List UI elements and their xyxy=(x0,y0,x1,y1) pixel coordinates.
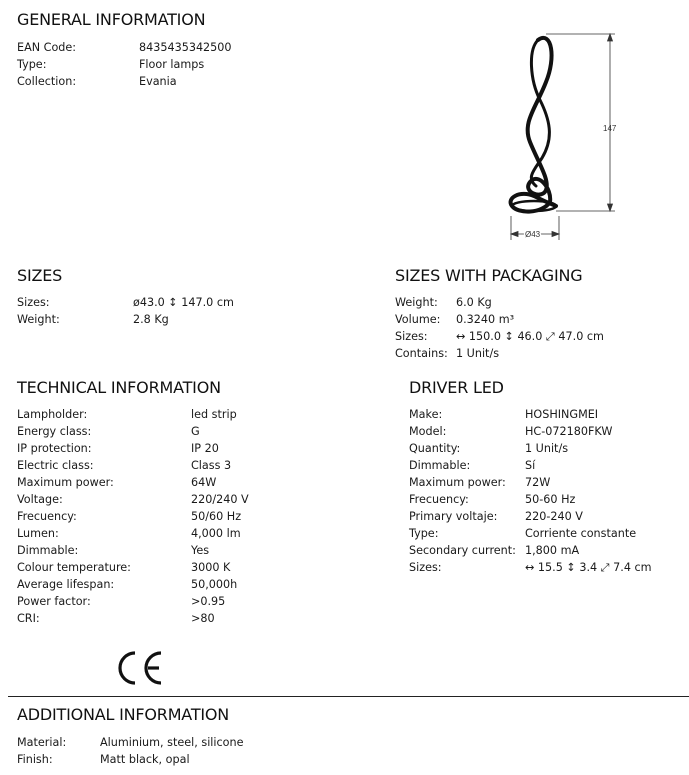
packaging-row xyxy=(395,345,604,362)
row-value: Corriente constante xyxy=(525,527,637,540)
row-value: 4,000 lm xyxy=(191,527,241,540)
row-value: 1 Unit/s xyxy=(456,347,500,360)
row-value: 2.8 Kg xyxy=(133,313,169,326)
row-label: Colour temperature: xyxy=(17,561,131,574)
row-label: Electric class: xyxy=(17,459,94,472)
driver-row xyxy=(409,406,652,423)
row-value: IP 20 xyxy=(191,442,219,455)
row-label: Type: xyxy=(409,527,439,540)
driver-row xyxy=(409,457,652,474)
row-label: Dimmable: xyxy=(409,459,471,472)
technical-row xyxy=(17,559,249,576)
row-label: Volume: xyxy=(395,313,441,326)
row-value: 6.0 Kg xyxy=(456,296,492,309)
packaging-row xyxy=(395,328,604,345)
driver-row xyxy=(409,542,652,559)
row-label: Sizes: xyxy=(395,330,428,343)
section-divider xyxy=(8,696,689,697)
packaging-row xyxy=(395,311,604,328)
diameter-label: Ø43 xyxy=(525,230,541,239)
row-value: HOSHINGMEI xyxy=(525,408,599,421)
ce-mark-icon xyxy=(117,650,165,686)
row-label: Collection: xyxy=(17,75,77,88)
general-title: GENERAL INFORMATION xyxy=(17,10,206,29)
packaging-table xyxy=(395,294,604,362)
sizes-row xyxy=(17,311,234,328)
technical-row xyxy=(17,440,249,457)
row-value: 72W xyxy=(525,476,551,489)
general-row xyxy=(17,56,232,73)
height-label: 147 xyxy=(603,124,617,133)
row-value: 50,000h xyxy=(191,578,238,591)
driver-row xyxy=(409,440,652,457)
driver-row xyxy=(409,423,652,440)
driver-row xyxy=(409,559,652,576)
additional-row xyxy=(17,734,243,751)
height-dimension xyxy=(546,34,615,211)
row-label: Type: xyxy=(17,58,47,71)
row-label: Voltage: xyxy=(17,493,63,506)
row-label: Make: xyxy=(409,408,443,421)
general-table xyxy=(17,39,232,90)
row-label: Weight: xyxy=(17,313,60,326)
row-label: Weight: xyxy=(395,296,438,309)
row-value: ø43.0 ↕ 147.0 cm xyxy=(133,296,234,309)
general-row xyxy=(17,39,232,56)
row-value: 3000 K xyxy=(191,561,231,574)
technical-row xyxy=(17,474,249,491)
driver-row xyxy=(409,525,652,542)
technical-row xyxy=(17,610,249,627)
row-value: >0.95 xyxy=(191,595,226,608)
row-label: Secondary current: xyxy=(409,544,516,557)
row-value: led strip xyxy=(191,408,237,421)
driver-row xyxy=(409,491,652,508)
sizes-table xyxy=(17,294,234,328)
row-label: IP protection: xyxy=(17,442,92,455)
row-value: 1,800 mA xyxy=(525,544,580,557)
row-label: Model: xyxy=(409,425,447,438)
technical-table xyxy=(17,406,249,627)
additional-title: ADDITIONAL INFORMATION xyxy=(17,705,230,724)
technical-row xyxy=(17,406,249,423)
row-label: Dimmable: xyxy=(17,544,79,557)
row-value: Floor lamps xyxy=(139,58,205,71)
row-value: 1 Unit/s xyxy=(525,442,569,455)
row-value: Class 3 xyxy=(191,459,232,472)
row-value: Yes xyxy=(191,544,210,557)
sizes-row xyxy=(17,294,234,311)
driver-row xyxy=(409,508,652,525)
general-row xyxy=(17,73,232,90)
row-label: Sizes: xyxy=(17,296,50,309)
additional-table xyxy=(17,734,243,768)
technical-row xyxy=(17,491,249,508)
row-value: 220/240 V xyxy=(191,493,249,506)
technical-row xyxy=(17,576,249,593)
row-value: ↔ 150.0 ↕ 46.0 ⤢ 47.0 cm xyxy=(456,330,604,343)
sizes-title: SIZES xyxy=(17,266,63,285)
row-value: Sí xyxy=(525,459,536,472)
technical-row xyxy=(17,457,249,474)
additional-row xyxy=(17,751,243,768)
technical-row xyxy=(17,525,249,542)
row-label: Contains: xyxy=(395,347,448,360)
packaging-row xyxy=(395,294,604,311)
lamp-dimension-diagram xyxy=(500,30,630,245)
row-label: Lampholder: xyxy=(17,408,88,421)
row-label: Maximum power: xyxy=(17,476,114,489)
row-value: 50/60 Hz xyxy=(191,510,242,523)
driver-title: DRIVER LED xyxy=(409,378,504,397)
row-label: Quantity: xyxy=(409,442,461,455)
row-label: Finish: xyxy=(17,753,53,766)
row-value: Evania xyxy=(139,75,177,88)
row-label: Sizes: xyxy=(409,561,442,574)
lamp-silhouette xyxy=(511,38,556,212)
row-label: Frecuency: xyxy=(409,493,469,506)
driver-table xyxy=(409,406,652,576)
technical-row xyxy=(17,542,249,559)
technical-row xyxy=(17,593,249,610)
row-value: 50-60 Hz xyxy=(525,493,576,506)
packaging-title: SIZES WITH PACKAGING xyxy=(395,266,583,285)
row-value: >80 xyxy=(191,612,215,625)
driver-row xyxy=(409,474,652,491)
row-value: 64W xyxy=(191,476,217,489)
row-value: 0.3240 m³ xyxy=(456,313,515,326)
row-label: Material: xyxy=(17,736,67,749)
row-label: Maximum power: xyxy=(409,476,506,489)
row-label: Average lifespan: xyxy=(17,578,115,591)
row-value: Matt black, opal xyxy=(100,753,190,766)
technical-row xyxy=(17,423,249,440)
row-label: Frecuency: xyxy=(17,510,77,523)
row-value: 220-240 V xyxy=(525,510,583,523)
technical-title: TECHNICAL INFORMATION xyxy=(17,378,221,397)
row-value: Aluminium, steel, silicone xyxy=(100,736,244,749)
row-value: 8435435342500 xyxy=(139,41,232,54)
row-label: Lumen: xyxy=(17,527,59,540)
row-label: EAN Code: xyxy=(17,41,77,54)
row-value: HC-072180FKW xyxy=(525,425,613,438)
row-label: Energy class: xyxy=(17,425,92,438)
row-label: Power factor: xyxy=(17,595,91,608)
row-value: G xyxy=(191,425,200,438)
technical-row xyxy=(17,508,249,525)
row-label: CRI: xyxy=(17,612,40,625)
row-value: ↔ 15.5 ↕ 3.4 ⤢ 7.4 cm xyxy=(525,561,652,574)
row-label: Primary voltaje: xyxy=(409,510,498,523)
